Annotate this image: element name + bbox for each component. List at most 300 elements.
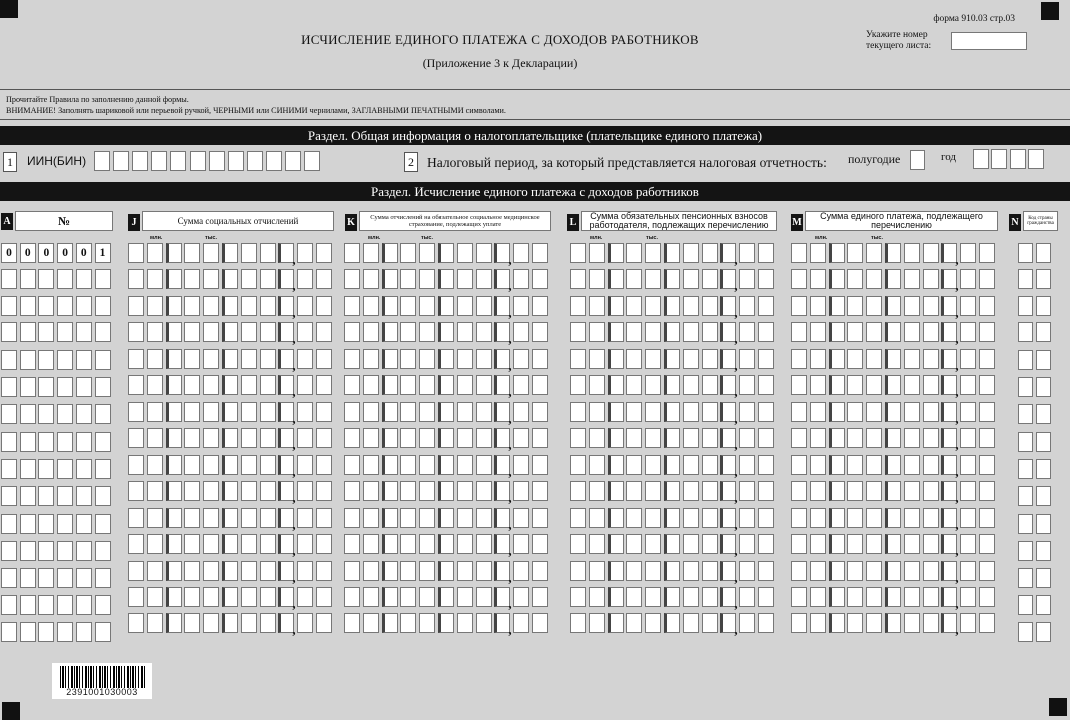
amount-cell-m[interactable] bbox=[960, 349, 976, 369]
number-cell[interactable] bbox=[1, 486, 17, 506]
amount-cell-l[interactable] bbox=[589, 402, 605, 422]
amount-cell-l[interactable] bbox=[608, 561, 624, 581]
number-cell[interactable] bbox=[95, 622, 111, 642]
amount-cell-l[interactable] bbox=[683, 587, 699, 607]
amount-cell-l[interactable] bbox=[758, 402, 774, 422]
amount-cell-m[interactable] bbox=[829, 243, 845, 263]
amount-cell-j[interactable] bbox=[241, 296, 257, 316]
amount-cell-l[interactable] bbox=[645, 534, 661, 554]
amount-cell-k[interactable] bbox=[476, 561, 492, 581]
amount-cell-m[interactable] bbox=[829, 269, 845, 289]
country-code-cell[interactable] bbox=[1018, 622, 1033, 642]
amount-cell-l[interactable] bbox=[645, 269, 661, 289]
amount-cell-l[interactable] bbox=[702, 269, 718, 289]
amount-cell-m[interactable] bbox=[960, 534, 976, 554]
amount-cell-m[interactable] bbox=[866, 269, 882, 289]
amount-cell-j[interactable] bbox=[297, 296, 313, 316]
amount-cell-j[interactable] bbox=[316, 561, 332, 581]
amount-cell-k[interactable] bbox=[457, 613, 473, 633]
amount-cell-j[interactable] bbox=[203, 508, 219, 528]
amount-cell-m[interactable] bbox=[810, 349, 826, 369]
amount-cell-k[interactable] bbox=[382, 296, 398, 316]
amount-cell-k[interactable] bbox=[438, 561, 454, 581]
amount-cell-j[interactable] bbox=[203, 481, 219, 501]
amount-cell-l[interactable] bbox=[626, 375, 642, 395]
amount-cell-k[interactable] bbox=[344, 508, 360, 528]
amount-cell-j[interactable] bbox=[316, 243, 332, 263]
amount-cell-m[interactable] bbox=[866, 428, 882, 448]
amount-cell-k[interactable] bbox=[400, 587, 416, 607]
number-cell[interactable] bbox=[38, 541, 54, 561]
number-cell[interactable] bbox=[38, 486, 54, 506]
amount-cell-k[interactable] bbox=[532, 269, 548, 289]
amount-cell-k[interactable] bbox=[344, 402, 360, 422]
amount-cell-k[interactable] bbox=[438, 428, 454, 448]
amount-cell-m[interactable] bbox=[810, 587, 826, 607]
amount-cell-j[interactable] bbox=[297, 349, 313, 369]
amount-cell-l[interactable] bbox=[664, 375, 680, 395]
amount-cell-k[interactable] bbox=[476, 243, 492, 263]
amount-cell-m[interactable] bbox=[829, 587, 845, 607]
amount-cell-j[interactable] bbox=[184, 587, 200, 607]
amount-cell-j[interactable] bbox=[166, 269, 182, 289]
amount-cell-k[interactable] bbox=[419, 349, 435, 369]
amount-cell-m[interactable] bbox=[904, 296, 920, 316]
amount-cell-m[interactable] bbox=[791, 402, 807, 422]
amount-cell-j[interactable] bbox=[128, 481, 144, 501]
amount-cell-m[interactable] bbox=[979, 349, 995, 369]
amount-cell-k[interactable] bbox=[344, 481, 360, 501]
amount-cell-l[interactable] bbox=[739, 322, 755, 342]
amount-cell-k[interactable] bbox=[438, 296, 454, 316]
amount-cell-l[interactable] bbox=[664, 428, 680, 448]
iin-digit-cell[interactable] bbox=[170, 151, 186, 171]
amount-cell-j[interactable] bbox=[128, 534, 144, 554]
amount-cell-j[interactable] bbox=[222, 296, 238, 316]
amount-cell-k[interactable] bbox=[344, 349, 360, 369]
amount-cell-m[interactable] bbox=[904, 243, 920, 263]
amount-cell-k[interactable] bbox=[344, 534, 360, 554]
amount-cell-l[interactable] bbox=[570, 613, 586, 633]
amount-cell-l[interactable] bbox=[589, 375, 605, 395]
number-cell[interactable] bbox=[57, 432, 73, 452]
amount-cell-l[interactable] bbox=[683, 455, 699, 475]
amount-cell-l[interactable] bbox=[626, 455, 642, 475]
amount-cell-m[interactable] bbox=[810, 508, 826, 528]
number-cell[interactable] bbox=[38, 296, 54, 316]
amount-cell-m[interactable] bbox=[979, 428, 995, 448]
amount-cell-k[interactable] bbox=[419, 508, 435, 528]
amount-cell-k[interactable] bbox=[419, 561, 435, 581]
amount-cell-k[interactable] bbox=[400, 402, 416, 422]
iin-digit-cell[interactable] bbox=[266, 151, 282, 171]
amount-cell-m[interactable] bbox=[866, 481, 882, 501]
amount-cell-k[interactable] bbox=[438, 402, 454, 422]
amount-cell-l[interactable] bbox=[645, 481, 661, 501]
amount-cell-l[interactable] bbox=[626, 561, 642, 581]
amount-cell-j[interactable] bbox=[316, 322, 332, 342]
amount-cell-m[interactable] bbox=[847, 296, 863, 316]
amount-cell-m[interactable] bbox=[829, 455, 845, 475]
amount-cell-m[interactable] bbox=[923, 587, 939, 607]
number-cell[interactable] bbox=[76, 322, 92, 342]
amount-cell-m[interactable] bbox=[866, 402, 882, 422]
amount-cell-k[interactable] bbox=[344, 455, 360, 475]
iin-digit-cell[interactable] bbox=[113, 151, 129, 171]
amount-cell-l[interactable] bbox=[608, 322, 624, 342]
country-code-cell[interactable] bbox=[1036, 377, 1051, 397]
amount-cell-m[interactable] bbox=[866, 587, 882, 607]
amount-cell-k[interactable] bbox=[457, 428, 473, 448]
amount-cell-l[interactable] bbox=[683, 613, 699, 633]
amount-cell-k[interactable] bbox=[382, 455, 398, 475]
amount-cell-j[interactable] bbox=[128, 296, 144, 316]
amount-cell-m[interactable] bbox=[885, 269, 901, 289]
amount-cell-m[interactable] bbox=[810, 322, 826, 342]
amount-cell-j[interactable] bbox=[241, 613, 257, 633]
amount-cell-j[interactable] bbox=[166, 296, 182, 316]
number-cell[interactable] bbox=[20, 541, 36, 561]
amount-cell-k[interactable] bbox=[457, 349, 473, 369]
amount-cell-m[interactable] bbox=[904, 508, 920, 528]
amount-cell-k[interactable] bbox=[532, 561, 548, 581]
number-cell[interactable] bbox=[57, 459, 73, 479]
amount-cell-j[interactable] bbox=[166, 322, 182, 342]
amount-cell-m[interactable] bbox=[885, 508, 901, 528]
amount-cell-k[interactable] bbox=[344, 561, 360, 581]
amount-cell-k[interactable] bbox=[400, 508, 416, 528]
amount-cell-j[interactable] bbox=[184, 481, 200, 501]
iin-digit-cell[interactable] bbox=[94, 151, 110, 171]
amount-cell-k[interactable] bbox=[476, 322, 492, 342]
iin-digit-cell[interactable] bbox=[228, 151, 244, 171]
amount-cell-k[interactable] bbox=[382, 508, 398, 528]
amount-cell-j[interactable] bbox=[222, 375, 238, 395]
amount-cell-m[interactable] bbox=[847, 349, 863, 369]
number-cell[interactable] bbox=[57, 514, 73, 534]
country-code-cell[interactable] bbox=[1036, 541, 1051, 561]
amount-cell-l[interactable] bbox=[626, 613, 642, 633]
amount-cell-l[interactable] bbox=[683, 428, 699, 448]
amount-cell-m[interactable] bbox=[979, 508, 995, 528]
amount-cell-j[interactable] bbox=[147, 561, 163, 581]
amount-cell-m[interactable] bbox=[847, 613, 863, 633]
amount-cell-k[interactable] bbox=[476, 296, 492, 316]
amount-cell-k[interactable] bbox=[438, 322, 454, 342]
amount-cell-m[interactable] bbox=[829, 296, 845, 316]
amount-cell-j[interactable] bbox=[166, 455, 182, 475]
amount-cell-m[interactable] bbox=[904, 375, 920, 395]
number-cell[interactable] bbox=[20, 568, 36, 588]
amount-cell-l[interactable] bbox=[664, 455, 680, 475]
amount-cell-k[interactable] bbox=[419, 402, 435, 422]
amount-cell-l[interactable] bbox=[570, 455, 586, 475]
number-cell[interactable] bbox=[95, 595, 111, 615]
amount-cell-m[interactable] bbox=[885, 375, 901, 395]
amount-cell-j[interactable] bbox=[316, 402, 332, 422]
amount-cell-l[interactable] bbox=[683, 402, 699, 422]
number-cell[interactable] bbox=[57, 350, 73, 370]
amount-cell-k[interactable] bbox=[532, 349, 548, 369]
amount-cell-l[interactable] bbox=[683, 375, 699, 395]
amount-cell-l[interactable] bbox=[739, 243, 755, 263]
amount-cell-l[interactable] bbox=[570, 243, 586, 263]
year-digit-cell[interactable] bbox=[973, 149, 989, 169]
amount-cell-l[interactable] bbox=[664, 349, 680, 369]
amount-cell-m[interactable] bbox=[960, 508, 976, 528]
amount-cell-j[interactable] bbox=[260, 428, 276, 448]
amount-cell-k[interactable] bbox=[438, 613, 454, 633]
amount-cell-j[interactable] bbox=[128, 561, 144, 581]
amount-cell-l[interactable] bbox=[664, 269, 680, 289]
amount-cell-m[interactable] bbox=[979, 322, 995, 342]
amount-cell-l[interactable] bbox=[589, 534, 605, 554]
amount-cell-m[interactable] bbox=[810, 613, 826, 633]
number-cell[interactable] bbox=[1, 568, 17, 588]
amount-cell-l[interactable] bbox=[758, 322, 774, 342]
amount-cell-m[interactable] bbox=[791, 587, 807, 607]
number-cell[interactable] bbox=[76, 595, 92, 615]
amount-cell-j[interactable] bbox=[147, 428, 163, 448]
amount-cell-j[interactable] bbox=[128, 508, 144, 528]
amount-cell-k[interactable] bbox=[419, 481, 435, 501]
amount-cell-l[interactable] bbox=[645, 508, 661, 528]
iin-digit-cell[interactable] bbox=[151, 151, 167, 171]
number-cell[interactable] bbox=[38, 322, 54, 342]
amount-cell-j[interactable] bbox=[147, 349, 163, 369]
amount-cell-j[interactable] bbox=[222, 561, 238, 581]
country-code-cell[interactable] bbox=[1018, 541, 1033, 561]
number-cell[interactable] bbox=[20, 404, 36, 424]
amount-cell-m[interactable] bbox=[885, 322, 901, 342]
amount-cell-j[interactable] bbox=[222, 534, 238, 554]
amount-cell-l[interactable] bbox=[664, 587, 680, 607]
amount-cell-l[interactable] bbox=[570, 269, 586, 289]
amount-cell-k[interactable] bbox=[476, 428, 492, 448]
number-cell[interactable] bbox=[38, 622, 54, 642]
amount-cell-l[interactable] bbox=[626, 349, 642, 369]
amount-cell-m[interactable] bbox=[791, 613, 807, 633]
amount-cell-k[interactable] bbox=[344, 243, 360, 263]
amount-cell-m[interactable] bbox=[960, 402, 976, 422]
amount-cell-l[interactable] bbox=[626, 402, 642, 422]
number-cell[interactable] bbox=[1, 377, 17, 397]
amount-cell-j[interactable] bbox=[184, 508, 200, 528]
amount-cell-m[interactable] bbox=[866, 613, 882, 633]
amount-cell-k[interactable] bbox=[363, 375, 379, 395]
iin-digit-cell[interactable] bbox=[209, 151, 225, 171]
amount-cell-l[interactable] bbox=[702, 322, 718, 342]
amount-cell-j[interactable] bbox=[166, 402, 182, 422]
amount-cell-m[interactable] bbox=[960, 561, 976, 581]
sheet-number-field[interactable] bbox=[951, 32, 1027, 50]
amount-cell-m[interactable] bbox=[866, 349, 882, 369]
amount-cell-j[interactable] bbox=[128, 402, 144, 422]
amount-cell-m[interactable] bbox=[847, 402, 863, 422]
amount-cell-j[interactable] bbox=[203, 455, 219, 475]
amount-cell-l[interactable] bbox=[702, 349, 718, 369]
amount-cell-k[interactable] bbox=[532, 534, 548, 554]
amount-cell-j[interactable] bbox=[260, 481, 276, 501]
amount-cell-l[interactable] bbox=[589, 269, 605, 289]
country-code-cell[interactable] bbox=[1036, 486, 1051, 506]
amount-cell-m[interactable] bbox=[791, 481, 807, 501]
amount-cell-j[interactable] bbox=[147, 508, 163, 528]
amount-cell-k[interactable] bbox=[513, 375, 529, 395]
amount-cell-k[interactable] bbox=[438, 508, 454, 528]
amount-cell-l[interactable] bbox=[758, 296, 774, 316]
amount-cell-m[interactable] bbox=[960, 243, 976, 263]
amount-cell-l[interactable] bbox=[702, 402, 718, 422]
amount-cell-j[interactable] bbox=[166, 561, 182, 581]
number-cell[interactable] bbox=[38, 350, 54, 370]
amount-cell-l[interactable] bbox=[626, 269, 642, 289]
amount-cell-l[interactable] bbox=[570, 349, 586, 369]
number-cell[interactable] bbox=[95, 568, 111, 588]
amount-cell-l[interactable] bbox=[608, 243, 624, 263]
amount-cell-j[interactable] bbox=[184, 613, 200, 633]
amount-cell-m[interactable] bbox=[866, 296, 882, 316]
amount-cell-j[interactable] bbox=[184, 296, 200, 316]
number-cell[interactable] bbox=[20, 322, 36, 342]
amount-cell-j[interactable] bbox=[222, 587, 238, 607]
amount-cell-j[interactable] bbox=[222, 455, 238, 475]
amount-cell-l[interactable] bbox=[608, 455, 624, 475]
amount-cell-l[interactable] bbox=[702, 481, 718, 501]
amount-cell-k[interactable] bbox=[513, 322, 529, 342]
amount-cell-m[interactable] bbox=[923, 269, 939, 289]
amount-cell-j[interactable] bbox=[128, 375, 144, 395]
country-code-cell[interactable] bbox=[1018, 269, 1033, 289]
amount-cell-l[interactable] bbox=[608, 402, 624, 422]
amount-cell-l[interactable] bbox=[570, 508, 586, 528]
amount-cell-j[interactable] bbox=[297, 455, 313, 475]
amount-cell-k[interactable] bbox=[476, 613, 492, 633]
amount-cell-l[interactable] bbox=[683, 296, 699, 316]
amount-cell-l[interactable] bbox=[739, 428, 755, 448]
amount-cell-m[interactable] bbox=[885, 561, 901, 581]
number-cell[interactable] bbox=[1, 459, 17, 479]
year-digit-cell[interactable] bbox=[991, 149, 1007, 169]
amount-cell-j[interactable] bbox=[316, 534, 332, 554]
country-code-cell[interactable] bbox=[1036, 514, 1051, 534]
amount-cell-l[interactable] bbox=[645, 349, 661, 369]
amount-cell-j[interactable] bbox=[222, 613, 238, 633]
amount-cell-m[interactable] bbox=[979, 587, 995, 607]
number-cell[interactable] bbox=[95, 404, 111, 424]
amount-cell-l[interactable] bbox=[608, 428, 624, 448]
amount-cell-m[interactable] bbox=[829, 428, 845, 448]
amount-cell-j[interactable] bbox=[222, 481, 238, 501]
amount-cell-j[interactable] bbox=[260, 269, 276, 289]
amount-cell-k[interactable] bbox=[344, 587, 360, 607]
amount-cell-m[interactable] bbox=[904, 402, 920, 422]
amount-cell-j[interactable] bbox=[260, 508, 276, 528]
amount-cell-m[interactable] bbox=[847, 375, 863, 395]
amount-cell-m[interactable] bbox=[885, 243, 901, 263]
amount-cell-l[interactable] bbox=[664, 481, 680, 501]
number-cell[interactable] bbox=[57, 541, 73, 561]
amount-cell-l[interactable] bbox=[589, 243, 605, 263]
amount-cell-k[interactable] bbox=[438, 587, 454, 607]
amount-cell-k[interactable] bbox=[363, 508, 379, 528]
amount-cell-m[interactable] bbox=[847, 428, 863, 448]
amount-cell-j[interactable] bbox=[222, 243, 238, 263]
amount-cell-k[interactable] bbox=[419, 613, 435, 633]
amount-cell-l[interactable] bbox=[664, 243, 680, 263]
amount-cell-k[interactable] bbox=[513, 269, 529, 289]
number-cell[interactable] bbox=[1, 514, 17, 534]
amount-cell-j[interactable] bbox=[260, 349, 276, 369]
amount-cell-l[interactable] bbox=[626, 428, 642, 448]
amount-cell-j[interactable] bbox=[166, 375, 182, 395]
amount-cell-m[interactable] bbox=[829, 613, 845, 633]
amount-cell-k[interactable] bbox=[419, 296, 435, 316]
amount-cell-j[interactable] bbox=[297, 322, 313, 342]
amount-cell-m[interactable] bbox=[960, 613, 976, 633]
amount-cell-k[interactable] bbox=[513, 587, 529, 607]
amount-cell-m[interactable] bbox=[960, 375, 976, 395]
amount-cell-l[interactable] bbox=[683, 243, 699, 263]
amount-cell-l[interactable] bbox=[702, 243, 718, 263]
amount-cell-l[interactable] bbox=[589, 428, 605, 448]
amount-cell-m[interactable] bbox=[810, 375, 826, 395]
amount-cell-k[interactable] bbox=[419, 455, 435, 475]
number-cell[interactable] bbox=[1, 432, 17, 452]
amount-cell-j[interactable] bbox=[260, 243, 276, 263]
number-cell[interactable] bbox=[20, 269, 36, 289]
number-cell[interactable] bbox=[57, 404, 73, 424]
amount-cell-j[interactable] bbox=[260, 322, 276, 342]
amount-cell-k[interactable] bbox=[363, 587, 379, 607]
amount-cell-m[interactable] bbox=[829, 481, 845, 501]
amount-cell-k[interactable] bbox=[457, 269, 473, 289]
amount-cell-k[interactable] bbox=[344, 375, 360, 395]
amount-cell-j[interactable] bbox=[166, 587, 182, 607]
amount-cell-j[interactable] bbox=[260, 375, 276, 395]
amount-cell-m[interactable] bbox=[885, 481, 901, 501]
amount-cell-m[interactable] bbox=[829, 534, 845, 554]
amount-cell-l[interactable] bbox=[589, 296, 605, 316]
amount-cell-k[interactable] bbox=[438, 349, 454, 369]
amount-cell-l[interactable] bbox=[739, 561, 755, 581]
number-cell[interactable] bbox=[1, 595, 17, 615]
amount-cell-k[interactable] bbox=[513, 455, 529, 475]
amount-cell-m[interactable] bbox=[904, 349, 920, 369]
amount-cell-j[interactable] bbox=[241, 587, 257, 607]
amount-cell-j[interactable] bbox=[316, 455, 332, 475]
amount-cell-k[interactable] bbox=[363, 428, 379, 448]
amount-cell-j[interactable] bbox=[147, 322, 163, 342]
amount-cell-l[interactable] bbox=[645, 296, 661, 316]
amount-cell-m[interactable] bbox=[829, 402, 845, 422]
amount-cell-k[interactable] bbox=[363, 349, 379, 369]
amount-cell-m[interactable] bbox=[923, 613, 939, 633]
amount-cell-l[interactable] bbox=[626, 534, 642, 554]
amount-cell-m[interactable] bbox=[979, 296, 995, 316]
amount-cell-k[interactable] bbox=[476, 508, 492, 528]
amount-cell-l[interactable] bbox=[664, 296, 680, 316]
amount-cell-m[interactable] bbox=[847, 455, 863, 475]
country-code-cell[interactable] bbox=[1018, 296, 1033, 316]
amount-cell-k[interactable] bbox=[382, 534, 398, 554]
number-cell[interactable] bbox=[76, 269, 92, 289]
amount-cell-j[interactable] bbox=[297, 402, 313, 422]
amount-cell-l[interactable] bbox=[589, 481, 605, 501]
amount-cell-k[interactable] bbox=[382, 402, 398, 422]
amount-cell-l[interactable] bbox=[645, 455, 661, 475]
amount-cell-m[interactable] bbox=[885, 613, 901, 633]
